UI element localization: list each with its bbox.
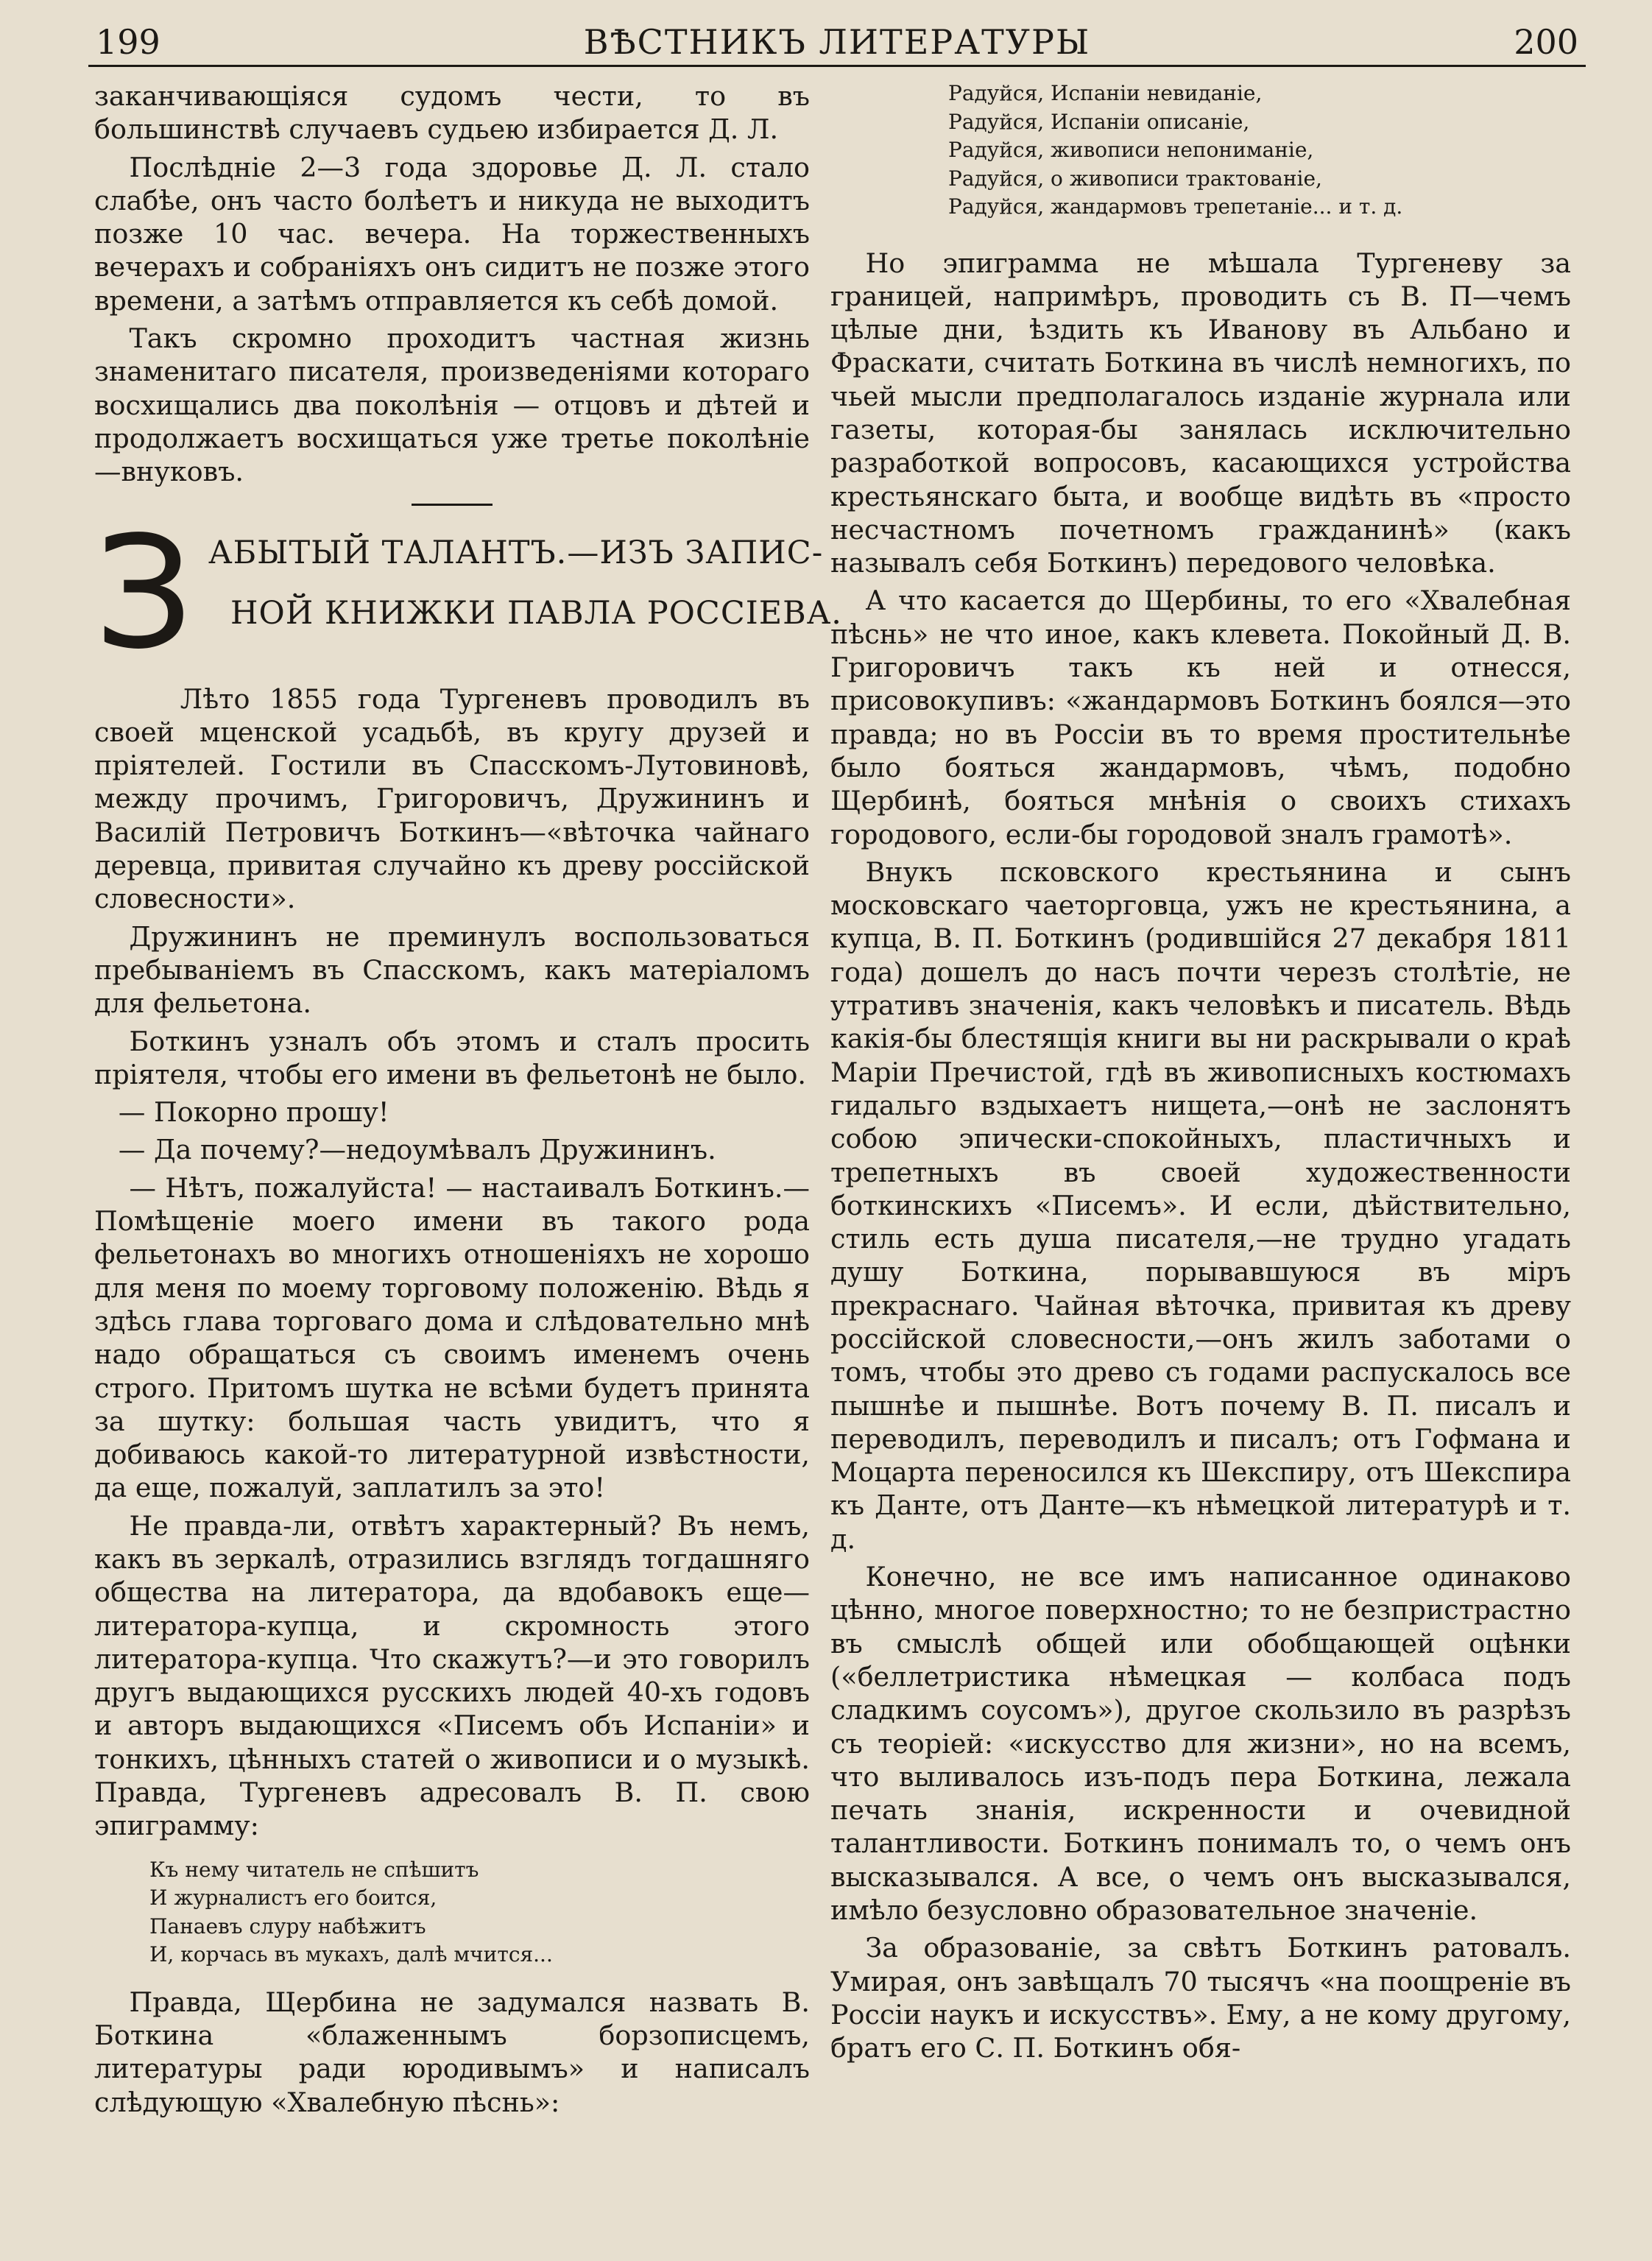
verse-line: Радуйся, о живописи трактованіе, xyxy=(948,166,1322,191)
paragraph: За образованіе, за свѣтъ Боткинъ ратовалъ. Умирая, онъ завѣщалъ 70 тысячъ «на поощреніе въ Россіи наукъ и искусствъ». Ему, а не кому другому, братъ его С. П. Боткинъ обя- xyxy=(830,1932,1571,2064)
paragraph: Послѣдніе 2—3 года здоровье Д. Л. стало слабѣе, онъ часто болѣетъ и никуда не выходитъ позже 10 час. вечера. На торжественныхъ вечерахъ и собраніяхъ онъ сидитъ не позже этого времени, а затѣмъ отправляется къ себѣ домой. xyxy=(94,151,810,317)
paragraph: Дружининъ не преминулъ воспользоваться пребываніемъ въ Спасскомъ, какъ матеріаломъ для фельетона. xyxy=(94,920,810,1020)
article-title xyxy=(94,502,842,683)
section-divider xyxy=(412,504,493,506)
hymn-verse xyxy=(830,80,1571,222)
paragraph: А что касается до Щербины, то его «Хвалебная пѣснь» не что иное, какъ клевета. Покойный Д. В. Григоровичъ такъ къ ней и отнесся, присовокупивъ: «жандармовъ Боткинъ боялся—это правда; но въ Россіи въ то время простительнѣе было бояться жандармовъ, чѣмъ, подобно Щербинѣ, бояться мнѣнія о своихъ стихахъ городового, если-бы городовой зналъ грамотѣ». xyxy=(830,585,1571,850)
dialogue-line: — Да почему?—недоумѣвалъ Дружининъ. xyxy=(118,1134,716,1166)
paragraph: Такъ скромно проходитъ частная жизнь знаменитаго писателя, произведеніями котораго восхищались два поколѣнія — отцовъ и дѣтей и продолжаетъ восхищаться уже третье поколѣніе—внуковъ. xyxy=(94,322,810,488)
paragraph: Правда, Щербина не задумался назвать В. Боткина «блаженнымъ борзописцемъ, литературы ради юродивымъ» и написалъ слѣдующую «Хвалебную пѣснь»: xyxy=(94,1986,810,2118)
verse-line: И, корчась въ мукахъ, далѣ мчится... xyxy=(149,1942,553,1967)
verse-line: Радуйся, живописи непониманіе, xyxy=(948,138,1314,162)
running-title: ВѢСТНИКЪ ЛИТЕРАТУРЫ xyxy=(583,22,1091,62)
left-column xyxy=(94,80,842,2123)
right-column xyxy=(830,80,1571,2070)
paragraph: заканчивающіяся судомъ чести, то въ большинствѣ случаевъ судьею избирается Д. Л. xyxy=(94,80,810,146)
verse-line: Панаевъ слуру набѣжитъ xyxy=(149,1913,426,1939)
page-number-right: 200 xyxy=(1514,22,1578,62)
verse-line: Къ нему читатель не спѣшитъ xyxy=(149,1857,479,1882)
paragraph: Лѣто 1855 года Тургеневъ проводилъ въ своей мценской усадьбѣ, въ кругу друзей и пріятелей. Гостили въ Спасскомъ-Лутовиновѣ, между прочимъ, Григоровичъ, Дружининъ и Василій Петровичъ Боткинъ—«вѣточка чайнаго деревца, привитая случайно къ древу россійской словесности». xyxy=(94,682,810,915)
dialogue-line: — Покорно прошу! xyxy=(118,1096,389,1129)
article-title-line-1: АБЫТЫЙ ТАЛАНТЪ.—ИЗЪ ЗАПИС- xyxy=(208,534,824,571)
page-header xyxy=(88,13,1586,67)
dialogue-line: — Нѣтъ, пожалуйста! — настаивалъ Боткинъ.—Помѣщеніе моего имени въ такого рода фельетонахъ во многихъ отношеніяхъ не хорошо для меня по моему торговому положенію. Вѣдь я здѣсь глава торговаго дома и слѣдовательно мнѣ надо обращаться съ своимъ именемъ очень строго. Притомъ шутка не всѣми будетъ принята за шутку: большая часть увидитъ, что я добиваюсь какой-то литературной извѣстности, да еще, пожалуй, заплатилъ за это! xyxy=(94,1171,810,1504)
paragraph: Боткинъ узналъ объ этомъ и сталъ просить пріятеля, чтобы его имени въ фельетонѣ не было. xyxy=(94,1025,810,1090)
paragraph: Но эпиграмма не мѣшала Тургеневу за границей, напримѣръ, проводить съ В. П—чемъ цѣлые дни, ѣздить къ Иванову въ Альбано и Фраскати, считать Боткина въ числѣ немногихъ, по чьей мысли предполагалось изданіе журнала или газеты, которая-бы занялась исключительно разработкой вопросовъ, касающихся устройства крестьянскаго быта, и вообще видѣть въ «просто несчастномъ почетномъ гражданинѣ» (какъ называлъ себя Боткинъ) передового человѣка. xyxy=(830,247,1571,579)
article-title-line-2: НОЙ КНИЖКИ ПАВЛА РОССІЕВА. xyxy=(230,594,842,632)
verse-line: Радуйся, жандармовъ трепетаніе... и т. д. xyxy=(948,194,1403,219)
verse-line: Радуйся, Испаніи описаніе, xyxy=(948,109,1250,134)
verse-line: И журналистъ его боится, xyxy=(149,1886,437,1911)
epigram-verse xyxy=(94,1856,810,1969)
page-number-left: 199 xyxy=(96,22,160,62)
paragraph: Не правда-ли, отвѣтъ характерный? Въ немъ, какъ въ зеркалѣ, отразились взглядъ тогдашняго общества на литератора, да вдобавокъ еще—литератора-купца, и скромность этого литератора-купца. Что скажутъ?—и это говорилъ другъ выдающихся русскихъ людей 40-хъ годовъ и авторъ выдающихся «Писемъ объ Испаніи» и тонкихъ, цѣнныхъ статей о живописи и о музыкѣ. Правда, Тургеневъ адресовалъ В. П. свою эпиграмму: xyxy=(94,1509,810,1842)
paragraph: Конечно, не все имъ написанное одинаково цѣнно, многое поверхностно; то не безпристрастно въ смыслѣ общей или обобщающей оцѣнки («беллетристика нѣмецкая — колбаса подъ сладкимъ соусомъ»), другое скользило въ разрѣзъ съ теоріей: «искусство для жизни», но на всемъ, что выливалось изъ-подъ пера Боткина, лежала печать знанія, искренности и очевидной талантливости. Боткинъ понималъ то, о чемъ онъ высказывался. А все, о чемъ онъ высказывался, имѣло безусловно образовательное значеніе. xyxy=(830,1561,1571,1927)
drop-cap: З xyxy=(94,502,194,683)
verse-line: Радуйся, Испаніи невиданіе, xyxy=(948,81,1263,105)
paragraph: Внукъ псковского крестьянина и сынъ московскаго чаеторговца, ужъ не крестьянина, а купца, В. П. Боткинъ (родившійся 27 декабря 1811 года) дошелъ до насъ почти черезъ столѣтіе, не утративъ значенія, какъ человѣкъ и писатель. Вѣдь какія-бы блестящія книги вы ни раскрывали о краѣ Маріи Пречистой, гдѣ въ живописныхъ костюмахъ гидальго вздыхаетъ нищета,—онѣ не заслонятъ собою эпически-спокойныхъ, пластичныхъ и трепетныхъ въ своей художественности боткинскихъ «Писемъ». И если, дѣйствительно, стиль есть душа писателя,—не трудно угадать душу Боткина, порывавшуюся въ міръ прекраснаго. Чайная вѣточка, привитая къ древу россійской словесности,—онъ жилъ заботами о томъ, чтобы это древо съ годами распускалось все пышнѣе и пышнѣе. Вотъ почему В. П. писалъ и переводилъ, переводилъ и писалъ; отъ Гофмана и Моцарта переносился къ Шекспиру, отъ Шекспира къ Данте, отъ Данте—къ нѣмецкой литературѣ и т. д. xyxy=(830,856,1571,1555)
